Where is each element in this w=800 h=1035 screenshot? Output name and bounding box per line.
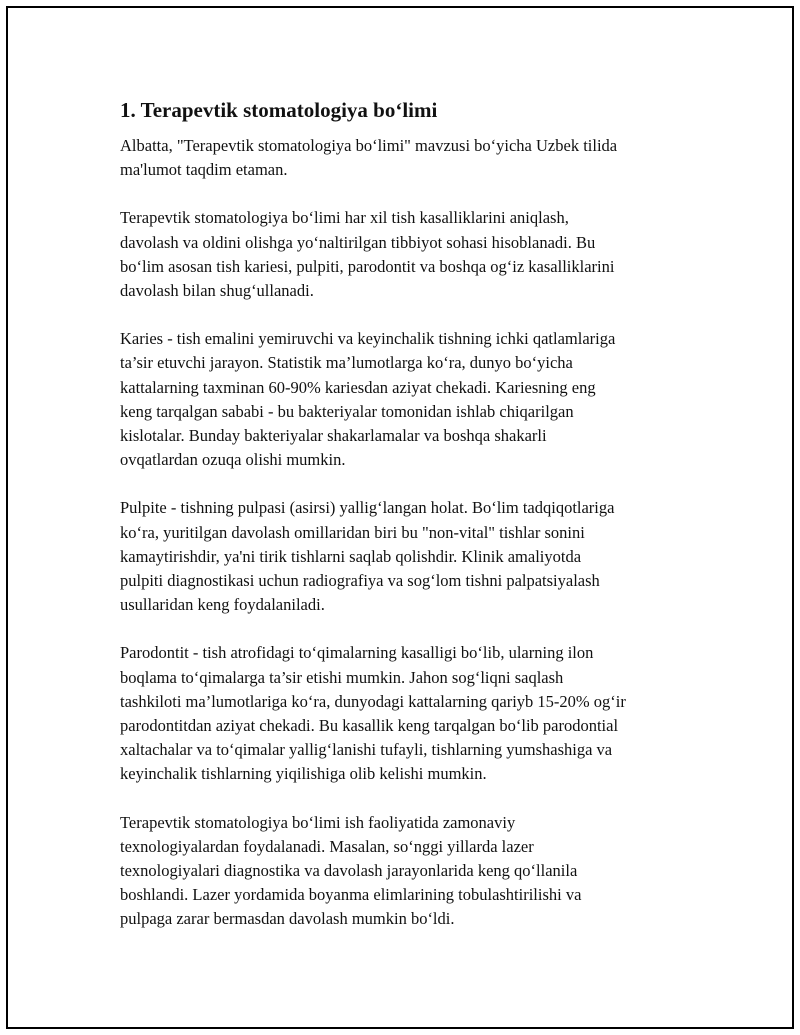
page-frame bbox=[6, 6, 794, 1029]
text-line: texnologiyalardan foydalanadi. Masalan, so‘nggi yillarda lazer bbox=[120, 836, 534, 856]
text-line: Terapevtik stomatologiya bo‘limi har xil tish kasalliklarini aniqlash, bbox=[120, 208, 569, 228]
text-line: Karies - tish emalini yemiruvchi va keyinchalik tishning ichki qatlamlariga bbox=[120, 329, 616, 349]
text-line: kislotalar. Bunday bakteriyalar shakarlamalar va boshqa shakarli bbox=[120, 426, 547, 446]
text-line: keng tarqalgan sababi - bu bakteriyalar tomonidan ishlab chiqarilgan bbox=[120, 401, 574, 421]
text-line: boqlama to‘qimalarga ta’sir etishi mumkin. Jahon sog‘liqni saqlash bbox=[120, 667, 564, 687]
text-line: ta’sir etuvchi jarayon. Statistik ma’lumotlarga ko‘ra, dunyo bo‘yicha bbox=[120, 353, 573, 373]
text-line: Pulpite - tishning pulpasi (asirsi) yallig‘langan holat. Bo‘lim tadqiqotlariga bbox=[120, 498, 615, 518]
paragraph-karies bbox=[120, 327, 710, 472]
paragraph-overview bbox=[120, 206, 710, 303]
text-line: ovqatlardan ozuqa olishi mumkin. bbox=[120, 450, 346, 470]
text-line: davolash va oldini olishga yo‘naltirilgan tibbiyot sohasi hisoblanadi. Bu bbox=[120, 232, 596, 252]
paragraph-pulpite bbox=[120, 496, 710, 617]
text-line: pulpiti diagnostikasi uchun radiografiya va sog‘lom tishni palpatsiyalash bbox=[120, 571, 600, 591]
text-line: ko‘ra, yuritilgan davolash omillaridan biri bu "non-vital" tishlar sonini bbox=[120, 522, 585, 542]
text-line: parodontitdan aziyat chekadi. Bu kasallik keng tarqalgan bo‘lib parodontial bbox=[120, 716, 619, 736]
text-line: bo‘lim asosan tish kariesi, pulpiti, parodontit va boshqa og‘iz kasalliklarini bbox=[120, 256, 615, 276]
paragraph-intro bbox=[120, 134, 710, 182]
page-title: 1. Terapevtik stomatologiya bo‘limi bbox=[120, 98, 438, 122]
text-line: boshlandi. Lazer yordamida boyanma elimlarining tobulashtirilishi va bbox=[120, 885, 582, 905]
text-line: tashkiloti ma’lumotlariga ko‘ra, dunyodagi kattalarning qariyb 15-20% og‘ir bbox=[120, 691, 626, 711]
text-line: usullaridan keng foydalaniladi. bbox=[120, 595, 325, 615]
text-line: davolash bilan shug‘ullanadi. bbox=[120, 281, 314, 301]
text-line: keyinchalik tishlarning yiqilishiga olib kelishi mumkin. bbox=[120, 764, 487, 784]
text-line: Albatta, "Terapevtik stomatologiya bo‘limi" mavzusi bo‘yicha Uzbek tilida bbox=[120, 136, 618, 155]
text-line: kattalarning taxminan 60-90% kariesdan aziyat chekadi. Kariesning eng bbox=[120, 377, 596, 397]
text-line: kamaytirishdir, ya'ni tirik tishlarni saqlab qolishdir. Klinik amaliyotda bbox=[120, 546, 582, 566]
text-line: Parodontit - tish atrofidagi to‘qimalarning kasalligi bo‘lib, ularning ilon bbox=[120, 643, 594, 663]
document-body bbox=[120, 96, 710, 956]
text-line: ma'lumot taqdim etaman. bbox=[120, 160, 288, 180]
paragraph-parodontit bbox=[120, 641, 710, 786]
text-line: Terapevtik stomatologiya bo‘limi ish faoliyatida zamonaviy bbox=[120, 812, 516, 832]
text-line: xaltachalar va to‘qimalar yallig‘lanishi tufayli, tishlarning yumshashiga va bbox=[120, 740, 613, 760]
paragraph-technology bbox=[120, 811, 710, 932]
text-line: pulpaga zarar bermasdan davolash mumkin bo‘ldi. bbox=[120, 909, 455, 929]
text-line: texnologiyalari diagnostika va davolash jarayonlarida keng qo‘llanila bbox=[120, 861, 578, 881]
